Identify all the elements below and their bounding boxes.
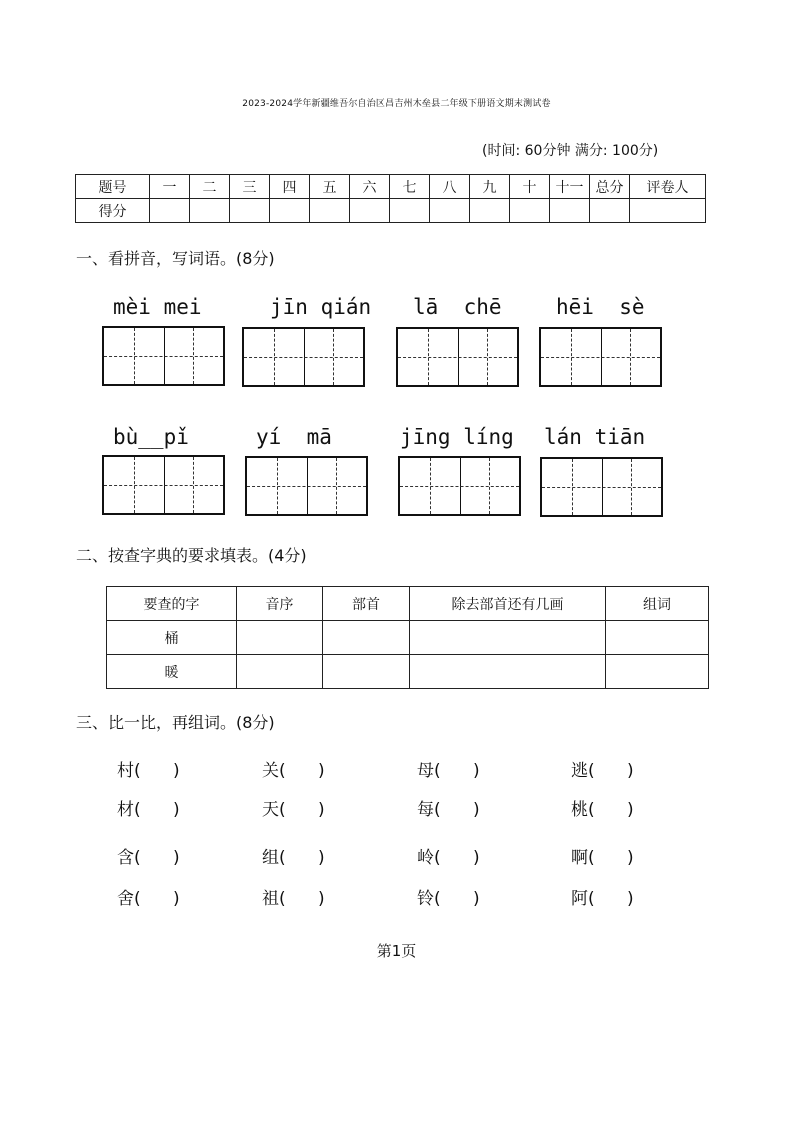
dictionary-header-row	[107, 587, 709, 621]
compare-item[interactable]: 组( )	[262, 848, 325, 868]
dictionary-header: 音序	[237, 587, 323, 621]
writing-grid[interactable]	[102, 326, 225, 386]
answer-cell[interactable]	[237, 621, 323, 655]
exam-title: 2023-2024学年新疆维吾尔自治区昌吉州木垒县二年级下册语文期末测试卷	[242, 99, 551, 109]
compare-item[interactable]: 祖( )	[262, 889, 325, 909]
lookup-char: 暖	[107, 655, 237, 689]
score-input-cell[interactable]	[350, 199, 390, 223]
score-table-score-row	[76, 199, 706, 223]
score-cell: 八	[430, 175, 470, 199]
compare-item[interactable]: 岭( )	[417, 848, 480, 868]
score-cell: 四	[270, 175, 310, 199]
dictionary-row	[107, 655, 709, 689]
score-cell: 九	[470, 175, 510, 199]
lookup-char: 桶	[107, 621, 237, 655]
score-input-cell[interactable]	[230, 199, 270, 223]
score-cell: 总分	[590, 175, 630, 199]
compare-item[interactable]: 逃( )	[571, 761, 634, 781]
pinyin-label: hēi sè	[556, 295, 645, 319]
score-cell: 三	[230, 175, 270, 199]
score-input-cell[interactable]	[430, 199, 470, 223]
pinyin-label: lán tiān	[544, 425, 646, 449]
score-cell: 五	[310, 175, 350, 199]
score-input-cell[interactable]	[310, 199, 350, 223]
time-info: (时间: 60分钟 满分: 100分)	[482, 143, 659, 159]
compare-item[interactable]: 母( )	[417, 761, 480, 781]
dictionary-header: 部首	[323, 587, 410, 621]
score-input-cell[interactable]	[630, 199, 706, 223]
score-cell: 一	[150, 175, 190, 199]
dictionary-row	[107, 621, 709, 655]
pinyin-label: lā chē	[413, 295, 502, 319]
compare-item[interactable]: 啊( )	[571, 848, 634, 868]
writing-grid[interactable]	[242, 327, 365, 387]
score-input-cell[interactable]	[270, 199, 310, 223]
pinyin-label: bù__pǐ	[113, 425, 189, 449]
compare-item[interactable]: 天( )	[262, 800, 325, 820]
score-table-header-row	[76, 175, 706, 199]
score-input-cell[interactable]	[190, 199, 230, 223]
score-input-cell[interactable]	[590, 199, 630, 223]
score-input-cell[interactable]	[510, 199, 550, 223]
writing-grid[interactable]	[396, 327, 519, 387]
answer-cell[interactable]	[323, 621, 410, 655]
answer-cell[interactable]	[410, 655, 606, 689]
dictionary-header: 组词	[606, 587, 709, 621]
answer-cell[interactable]	[606, 655, 709, 689]
compare-item[interactable]: 铃( )	[417, 889, 480, 909]
answer-cell[interactable]	[606, 621, 709, 655]
score-input-cell[interactable]	[150, 199, 190, 223]
writing-grid[interactable]	[245, 456, 368, 516]
pinyin-label: jīn qián	[270, 295, 372, 319]
page-number: 第1页	[376, 942, 417, 960]
dictionary-table	[106, 586, 709, 689]
compare-item[interactable]: 桃( )	[571, 800, 634, 820]
writing-grid[interactable]	[398, 456, 521, 516]
dictionary-header: 要查的字	[107, 587, 237, 621]
pinyin-label: yí mā	[256, 425, 332, 449]
compare-item[interactable]: 每( )	[417, 800, 480, 820]
answer-cell[interactable]	[410, 621, 606, 655]
score-cell: 评卷人	[630, 175, 706, 199]
score-input-cell[interactable]	[390, 199, 430, 223]
section3-heading: 三、比一比，再组词。(8分)	[76, 713, 275, 732]
writing-grid[interactable]	[102, 455, 225, 515]
answer-cell[interactable]	[237, 655, 323, 689]
pinyin-label: jīng líng	[400, 425, 514, 449]
section1-heading: 一、看拼音，写词语。(8分)	[76, 249, 275, 268]
compare-item[interactable]: 阿( )	[571, 889, 634, 909]
writing-grid[interactable]	[540, 457, 663, 517]
compare-item[interactable]: 材( )	[117, 800, 180, 820]
score-input-cell[interactable]	[550, 199, 590, 223]
dictionary-header: 除去部首还有几画	[410, 587, 606, 621]
score-cell: 二	[190, 175, 230, 199]
score-cell: 七	[390, 175, 430, 199]
compare-item[interactable]: 关( )	[262, 761, 325, 781]
score-table	[75, 174, 706, 223]
section2-heading: 二、按查字典的要求填表。(4分)	[76, 546, 307, 565]
score-cell: 十	[510, 175, 550, 199]
compare-item[interactable]: 舍( )	[117, 889, 180, 909]
score-cell: 题号	[76, 175, 150, 199]
score-input-cell[interactable]	[470, 199, 510, 223]
score-label: 得分	[76, 199, 150, 223]
score-cell: 六	[350, 175, 390, 199]
score-cell: 十一	[550, 175, 590, 199]
compare-item[interactable]: 含( )	[117, 848, 180, 868]
writing-grid[interactable]	[539, 327, 662, 387]
compare-item[interactable]: 村( )	[117, 761, 180, 781]
answer-cell[interactable]	[323, 655, 410, 689]
pinyin-label: mèi mei	[113, 295, 202, 319]
